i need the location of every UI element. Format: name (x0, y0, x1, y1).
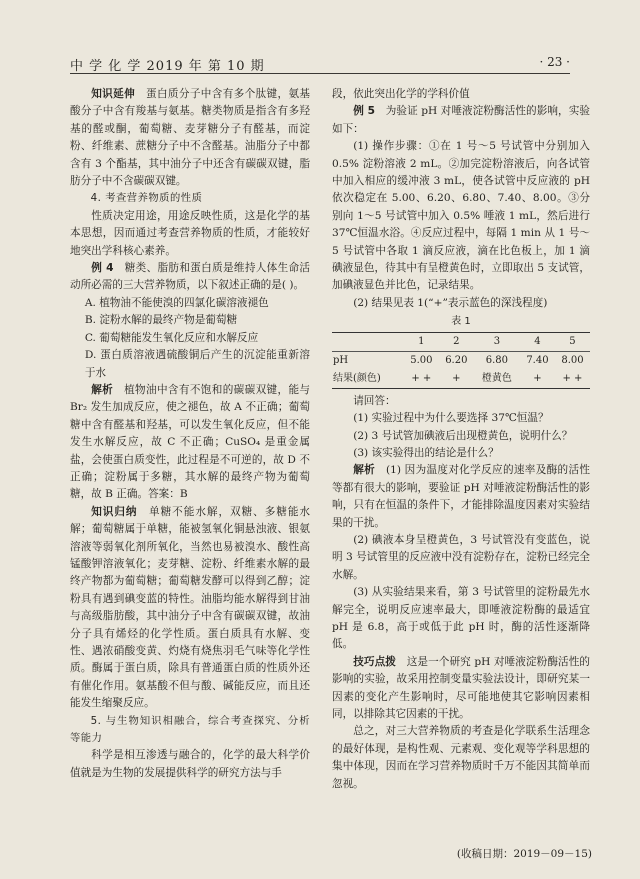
table-cell: 8.00 (561, 354, 584, 366)
left-column (70, 86, 310, 782)
example-4-question: 例 4 糖类、脂肪和蛋白质是维持人体生命活动所必需的三大营养物质，以下叙述正确的是( )。 (70, 262, 311, 292)
table-cell: + + (562, 372, 583, 384)
conclusion-paragraph: 总之，对三大营养物质的考查是化学联系生活理念的最好体现，是构性观、元素观、变化观等学科思想的集中体现，因而在学习营养物质时千万不能因其简单而忽视。 (332, 725, 590, 790)
page-number: · 23 · (539, 55, 570, 69)
analysis-label: 解析 (91, 383, 114, 396)
results-intro: (2) 结果见表 1(“+”表示蓝色的深浅程度) (353, 296, 548, 309)
table-header-cell: 4 (534, 335, 541, 347)
knowledge-extension-label: 知识延伸 (91, 88, 136, 100)
question-2: (2) 3 号试管加碘液后出现橙黄色，说明什么？ (353, 429, 573, 442)
option-c: C. 葡萄糖能发生氧化反应和水解反应 (84, 331, 259, 344)
procedure-steps: (1) 操作步骤：①在 1 号～5 号试管中分别加入 0.5% 淀粉溶液 2 mL。②加完淀粉溶液后，向各试管中加入相应的缓冲液 3 mL，使各试管中反应液的 pH 依次稳定在 5.00、6.20、6.80、7.40、8.00。③分别向 1～5 号试管中加入 0.5% 唾液 1 mL，然后进行 37℃恒温水浴。④反应过程中，每隔 1 min 从 1 号～5 号试管中各取 1 滴反应液，滴在比色板上，加 1 滴碘液显色，待其中有呈橙黄色时，立即取出 5 支试管，加碘液显色并比色，记录结果。 (332, 140, 590, 292)
knowledge-summary-label: 知识归纳 (91, 505, 138, 518)
section-5-heading: 5. 与生物知识相融合，综合考查探究、分析等能力 (70, 714, 310, 745)
table-cell: + + (411, 372, 432, 384)
section-4-intro: 性质决定用途，用途反映性质，这是化学的基本思想，因而通过考查营养物质的性质，才能较好地突出学科核心素养。 (70, 209, 310, 257)
table-caption: 表 1 (451, 316, 471, 328)
table-header-cell (332, 332, 404, 351)
received-date: (收稿日期：2019－09－15) (456, 848, 592, 860)
section-5-continued: 段，依此突出化学的学科价值 (332, 88, 470, 100)
table-cell: pH (333, 354, 349, 366)
skill-tips-label: 技巧点拨 (353, 655, 396, 668)
table-header-cell: 2 (453, 335, 460, 347)
question-1: (1) 实验过程中为什么要选择 37℃恒温？ (353, 412, 549, 425)
section-5-intro: 科学是相互渗透与融合的，化学的最大科学价值就是为生物的发展提供科学的研究方法与手 (70, 749, 310, 779)
table-row-ph (332, 351, 590, 370)
option-b: B. 淀粉水解的最终产物是葡萄糖 (84, 314, 238, 327)
skill-tips: 技巧点拨 这是一个研究 pH 对唾液淀粉酶活性的影响的实验，故采用控制变量实验法设计，即研究某一因素的变化产生影响时，尽可能地使其它影响因素相同，以排除其它因素的干扰。 (332, 655, 591, 720)
answer-3: (3) 从实验结果来看，第 3 号试管里的淀粉最先水解完全，说明反应速率最大，即唾液淀粉酶的最适宜 pH 是 6.8，高于或低于此 pH 时，酶的活性逐渐降低。 (332, 586, 590, 651)
table-cell: 结果(颜色) (333, 372, 381, 384)
table-cell: + (533, 372, 542, 384)
questions-lead: 请回答： (353, 394, 396, 407)
results-table (332, 332, 590, 389)
example-4-analysis: 解析 植物油中含有不饱和的碳碳双键，能与 Br₂ 发生加成反应，使之褪色，故 A 不正确；葡萄糖中含有醛基和羟基，可以发生氧化反应，但不能发生水解反应，故 C 不正确；CuSO₄ 是重金属盐，会使蛋白质变性，此过程是不可逆的，故 D 不正确；淀粉属于多糖，其水解的最终产物为葡萄糖，故 B 正确。答案：B (70, 383, 311, 501)
option-d: D. 蛋白质溶液遇硫酸铜后产生的沉淀能重新溶于水 (84, 349, 310, 379)
table-header-row (332, 332, 590, 351)
knowledge-extension-paragraph: 知识延伸 蛋白质分子中含有多个肽键，氨基酸分子中含有羧基与氨基。糖类物质是指含有多羟基的醛或酮，葡萄糖、麦芽糖分子有醛基，而淀粉、纤维素、蔗糖分子中不含醛基。油脂分子中都含有 3 个酯基，其中油分子中还含有碳碳双键，脂肪分子中不含碳碳双键。 (70, 88, 311, 188)
table-header-cell: 3 (493, 335, 501, 347)
question-3: (3) 该实验得出的结论是什么？ (353, 446, 499, 459)
right-column (332, 86, 590, 793)
example-5-analysis: 解析 (1) 因为温度对化学反应的速率及酶的活性等都有很大的影响，要验证 pH 对唾液淀粉酶活性的影响，只有在恒温的条件下，才能排除温度因素对实验结果的干扰。 (332, 464, 590, 529)
table-row-result (332, 370, 590, 389)
section-4-heading: 4. 考查营养物质的性质 (90, 192, 203, 205)
knowledge-summary: 知识归纳 单糖不能水解，双糖、多糖能水解；葡萄糖属于单糖，能被氢氧化铜悬浊液、银氨溶液等弱氧化剂所氧化，当然也易被溴水、酸性高锰酸钾溶液氧化；麦芽糖、淀粉、纤维素水解的最终产物都为葡萄糖；葡萄糖发酵可以得到乙醇；淀粉具有遇到碘变蓝的特性。油脂均能水解得到甘油与高级脂肪酸，其中油分子中含有碳碳双键，故油分子具有烯烃的化学性质。蛋白质具有水解、变性、遇浓硝酸变黄、灼烧有烧焦羽毛气味等化学性质。酶属于蛋白质，除具有普通蛋白质的性质外还有催化作用。氨基酸不但与酸、碱能反应，而且还能发生缩聚反应。 (70, 505, 311, 710)
example-5-question: 例 5 为验证 pH 对唾液淀粉酶活性的影响，实验如下： (332, 105, 590, 135)
table-header-cell: 1 (418, 335, 425, 347)
table-cell: + (452, 372, 461, 384)
table-cell: 5.00 (410, 354, 433, 366)
option-a: A. 植物油不能使溴的四氯化碳溶液褪色 (84, 296, 269, 309)
example-5-label: 例 5 (353, 105, 375, 118)
table-cell: 橙黄色 (481, 372, 512, 384)
table-cell: 6.20 (445, 354, 468, 366)
table-cell: 7.40 (526, 354, 549, 366)
table-cell: 6.80 (485, 354, 509, 366)
journal-title: 中 学 化 学 2019 年 第 10 期 (70, 59, 265, 74)
analysis-label: 解析 (353, 464, 376, 477)
running-header (70, 55, 570, 74)
example-4-label: 例 4 (91, 262, 114, 275)
table-header-cell: 5 (569, 335, 576, 347)
answer-2: (2) 碘液本身呈橙黄色，3 号试管没有变蓝色，说明 3 号试管里的反应液中没有淀粉存在，淀粉已经完全水解。 (332, 533, 590, 581)
